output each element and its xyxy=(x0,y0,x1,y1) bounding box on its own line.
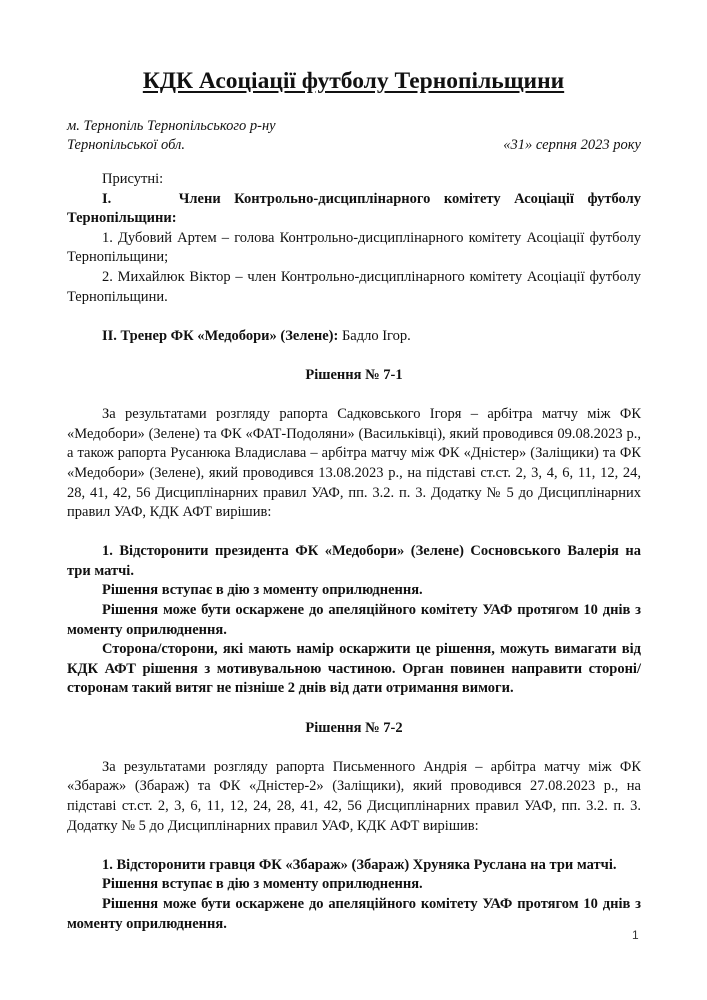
place-date-block xyxy=(67,117,641,155)
section2 xyxy=(67,327,641,347)
present-label: Присутні: xyxy=(102,171,164,187)
decision-appeal: Рішення може бути оскаржене до апеляційного комітету УАФ протягом 10 днів з моменту оприлюднення. xyxy=(67,895,641,932)
page-number: 1 xyxy=(632,928,639,942)
decision-effective: Рішення вступає в дію з моменту оприлюднення. xyxy=(102,582,423,599)
document-date: «31» серпня 2023 року xyxy=(503,137,641,153)
section1-heading-line1: I. Члени Контрольно-дисциплінарного комітету Асоціації футболу xyxy=(102,190,641,207)
section1-heading-line2: Тернопільщини: xyxy=(67,210,177,227)
document-title: КДК Асоціації футболу Тернопільщини xyxy=(142,68,565,94)
member-item: 1. Дубовий Артем – голова Контрольно-дисциплінарного комітету Асоціації футболу Тернопільщини; xyxy=(67,229,641,266)
decision-intro: За результатами розгляду рапорта Письменного Андрія – арбітра матчу між ФК «Збараж» (Збараж) та ФК «Дністер-2» (Заліщики), який проводився 27.08.2023 р., на підставі ст.ст. 2, 3, 6, 11, 12, 24, 28, 41, 42, 56 Дисциплінарних правил УАФ, пп. 3.2. п. 3. Додатку № 5 до Дисциплінарних правил УАФ, КДК АФТ вирішив: xyxy=(67,758,641,834)
member-item: 2. Михайлюк Віктор – член Контрольно-дисциплінарного комітету Асоціації футболу Тернопільщини. xyxy=(67,268,641,305)
decision-ruling: 1. Відсторонити гравця ФК «Збараж» (Збараж) Хруняка Руслана на три матчі. xyxy=(102,856,617,873)
decision-heading: Рішення № 7-1 xyxy=(305,366,403,383)
place-line-1: м. Тернопіль Тернопільського р-ну xyxy=(67,118,276,134)
decision-heading: Рішення № 7-2 xyxy=(305,719,403,736)
decision-ruling: 1. Відсторонити президента ФК «Медобори» (Зелене) Сосновського Валерія на три матчі. xyxy=(67,543,641,579)
decision-motivation: Сторона/сторони, які мають намір оскаржити це рішення, можуть вимагати від КДК АФТ рішення з мотивувальною частиною. Орган повинен направити стороні/сторонам такий витяг не пізніше 2 днів від дати отримання вимоги. xyxy=(67,641,641,697)
place-line-2: Тернопільської обл. xyxy=(67,137,185,153)
decision-effective: Рішення вступає в дію з моменту оприлюднення. xyxy=(102,876,423,893)
section2-label: II. Тренер ФК «Медобори» (Зелене): xyxy=(102,327,339,344)
decision-intro: За результатами розгляду рапорта Садковського Ігоря – арбітра матчу між ФК «Медобори» (Зелене) та ФК «ФАТ-Подоляни» (Васильківці), який проводився 09.08.2023 р., а також рапорта Русанюка Владислава – арбітра матчу між ФК «Дністер» (Заліщики) та ФК «Медобори» (Зелене), який проводився 13.08.2023 р., на підставі ст.ст. 2, 3, 4, 6, 11, 12, 24, 28, 41, 42, 56 Дисциплінарних правил УАФ, пп. 3.2. п. 3. Додатку № 5 до Дисциплінарних правил УАФ, КДК АФТ вирішив: xyxy=(67,406,641,521)
section2-value: Бадло Ігор. xyxy=(338,327,411,344)
decision-appeal: Рішення може бути оскаржене до апеляційного комітету УАФ протягом 10 днів з моменту оприлюднення. xyxy=(67,602,641,638)
document-body xyxy=(67,170,641,934)
